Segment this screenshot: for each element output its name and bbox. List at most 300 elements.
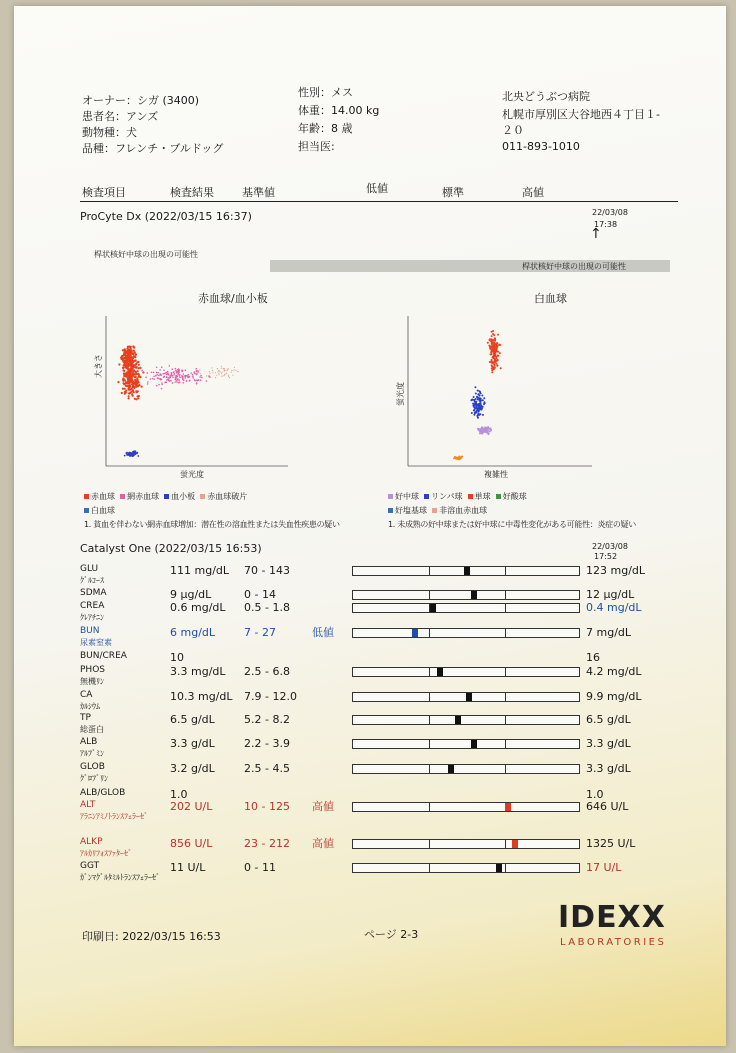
scatter-point xyxy=(473,406,475,408)
test-result: 3.2 g/dL xyxy=(170,762,215,775)
sex: 性別：メス xyxy=(298,86,353,99)
scatter-point xyxy=(477,413,479,415)
page-number: ページ 2-3 xyxy=(364,928,419,941)
scatter-point xyxy=(491,362,493,364)
scatter-point xyxy=(122,367,124,369)
test-subname: 無機ﾘﾝ xyxy=(80,677,104,686)
scatter-point xyxy=(131,378,133,380)
scatter-point xyxy=(492,351,494,353)
scatter-point xyxy=(492,366,494,368)
scatter-point xyxy=(124,373,126,375)
scatter-point xyxy=(177,379,179,381)
scatter-point xyxy=(492,341,494,343)
scatter-point xyxy=(175,375,177,377)
scatter-point xyxy=(493,349,495,351)
scatter-point xyxy=(475,393,477,395)
scatter-point xyxy=(196,382,198,384)
scatter-point xyxy=(228,368,229,369)
scatter-point xyxy=(196,373,198,375)
scatter-point xyxy=(155,375,157,377)
scatter-point xyxy=(494,362,496,364)
scatter-point xyxy=(481,428,483,430)
test-flag: 高値 xyxy=(312,800,334,813)
scatter-point xyxy=(206,380,208,382)
test-name: ALB/GLOB xyxy=(80,788,126,798)
scatter-point xyxy=(128,346,130,348)
test-result: 6.5 g/dL xyxy=(170,713,215,726)
scatter-point xyxy=(142,371,144,373)
scatter-point xyxy=(224,374,225,375)
scatter-point xyxy=(132,360,134,362)
scatter-point xyxy=(496,365,498,367)
scatter-point xyxy=(216,375,217,376)
scatter-point xyxy=(167,377,169,379)
scatter-point xyxy=(183,382,185,384)
scatter-point xyxy=(128,395,130,397)
scatter-point xyxy=(124,388,126,390)
scatter-point xyxy=(164,382,166,384)
scatter-point xyxy=(122,369,124,371)
scatter-point xyxy=(473,399,475,401)
result-marker xyxy=(471,740,477,748)
test-name: GLOB xyxy=(80,762,105,772)
scatter-point xyxy=(138,364,140,366)
test-reference-range: 70 - 143 xyxy=(244,564,290,577)
result-gauge xyxy=(352,667,580,677)
scatter-point xyxy=(117,381,119,383)
test-name: TP xyxy=(80,713,91,723)
test-result: 9 µg/dL xyxy=(170,588,212,601)
scatter-point xyxy=(134,452,136,454)
scatter-point xyxy=(497,355,499,357)
scatter-point xyxy=(161,388,163,390)
scatter-point xyxy=(127,368,129,370)
scatter-point xyxy=(128,397,130,399)
test-previous-result: 7 mg/dL xyxy=(586,626,632,639)
test-subname: ｸﾞﾙｺｰｽ xyxy=(80,576,104,585)
legend-unlysed: 非溶血赤血球 xyxy=(432,506,487,515)
scatter-point xyxy=(130,351,132,353)
scatter-point xyxy=(135,390,137,392)
scatter-point xyxy=(156,385,158,387)
scatter-point xyxy=(127,378,129,380)
scatter-point xyxy=(200,373,201,374)
test-previous-result: 17 U/L xyxy=(586,861,622,874)
scatter-point xyxy=(233,369,234,370)
test-previous-result: 0.4 mg/dL xyxy=(586,601,642,614)
scatter-point xyxy=(147,383,149,385)
test-name: ALB xyxy=(80,737,98,747)
scatter-point xyxy=(497,334,499,336)
test-result: 10.3 mg/dL xyxy=(170,690,233,703)
scatter-point xyxy=(134,383,136,385)
scatter-point xyxy=(158,384,160,386)
scatter-point xyxy=(159,369,161,371)
test-name: CA xyxy=(80,690,93,700)
scatter-point xyxy=(235,370,236,371)
test-previous-result: 4.2 mg/dL xyxy=(586,665,642,678)
wbc-footnote: 1. 未成熟の好中球または好中球に中毒性変化がある可能性：炎症の疑い xyxy=(388,520,636,529)
scatter-point xyxy=(209,373,210,374)
scatter-point xyxy=(122,378,124,380)
test-previous-result: 9.9 mg/dL xyxy=(586,690,642,703)
scatter-point xyxy=(493,354,495,356)
scatter-point xyxy=(158,375,160,377)
result-marker xyxy=(471,591,477,599)
scatter-point xyxy=(487,426,489,428)
scatter-point xyxy=(488,345,490,347)
scatter-point xyxy=(209,371,210,372)
scatter-point xyxy=(183,373,185,375)
scatter-point xyxy=(178,372,180,374)
scatter-point xyxy=(131,454,133,456)
scatter-point xyxy=(481,408,483,410)
scatter-point xyxy=(477,404,479,406)
scatter-point xyxy=(181,369,183,371)
test-result: 856 U/L xyxy=(170,837,213,850)
scatter-point xyxy=(172,375,174,377)
scatter-point xyxy=(219,371,220,372)
scatter-point xyxy=(170,380,172,382)
scatter-point xyxy=(176,371,178,373)
scatter-point xyxy=(192,375,194,377)
test-reference-range: 10 - 125 xyxy=(244,800,290,813)
scatter-point xyxy=(161,382,163,384)
scatter-point xyxy=(192,374,194,376)
scatter-point xyxy=(461,456,463,458)
result-marker xyxy=(512,840,518,848)
scatter-point xyxy=(474,402,476,404)
scatter-point xyxy=(201,377,203,379)
clinic-address-line2: ２０ xyxy=(502,124,524,137)
scatter-point xyxy=(200,379,202,381)
scatter-point xyxy=(489,361,491,363)
scatter-point xyxy=(138,367,140,369)
test-subname: ｸﾚｱﾁﾆﾝ xyxy=(80,613,104,622)
scatter-point xyxy=(153,376,155,378)
scatter-point xyxy=(492,339,494,341)
col-item: 検査項目 xyxy=(82,186,126,199)
scatter-point xyxy=(135,379,137,381)
scatter-point xyxy=(481,432,483,434)
scatter-point xyxy=(199,369,200,370)
scatter-point xyxy=(150,378,152,380)
scatter-point xyxy=(471,399,473,401)
scatter-point xyxy=(157,377,159,379)
scatter-point xyxy=(217,371,218,372)
scatter-point xyxy=(483,397,485,399)
scatter-point xyxy=(179,379,181,381)
rbc-legend-2 xyxy=(84,506,115,516)
test-reference-range: 7 - 27 xyxy=(244,626,276,639)
scatter-point xyxy=(212,367,213,368)
scatter-point xyxy=(189,376,191,378)
patient-name: 患者名：アンズ xyxy=(82,110,159,123)
scatter-point xyxy=(209,376,211,378)
scatter-point xyxy=(152,378,154,380)
scatter-point xyxy=(156,374,158,376)
test-reference-range: 5.2 - 8.2 xyxy=(244,713,290,726)
scatter-point xyxy=(184,375,186,377)
scatter-point xyxy=(178,382,180,384)
scatter-point xyxy=(175,381,177,383)
scatter-point xyxy=(500,367,502,369)
result-marker xyxy=(437,668,443,676)
species: 動物種：犬 xyxy=(82,126,137,139)
scatter-point xyxy=(126,452,128,454)
scatter-point xyxy=(182,376,184,378)
scatter-point xyxy=(494,364,496,366)
test-reference-range: 7.9 - 12.0 xyxy=(244,690,297,703)
scatter-point xyxy=(121,357,123,359)
scatter-point xyxy=(486,432,488,434)
scatter-point xyxy=(237,371,238,372)
scatter-point xyxy=(494,343,496,345)
scatter-point xyxy=(494,340,496,342)
test-reference-range: 0 - 14 xyxy=(244,588,276,601)
test-result: 3.3 mg/dL xyxy=(170,665,226,678)
weight: 体重：14.00 kg xyxy=(298,104,380,117)
procyte-prev-date: 22/03/08 xyxy=(592,208,628,217)
scatter-point xyxy=(118,363,120,365)
scatter-point xyxy=(169,365,171,367)
scatter-point xyxy=(217,368,218,369)
scatter-point xyxy=(179,375,181,377)
scatter-point xyxy=(147,372,149,374)
clinic-name: 北央どうぶつ病院 xyxy=(502,90,590,103)
result-gauge xyxy=(352,839,580,849)
scatter-point xyxy=(172,368,174,370)
breed: 品種：フレンチ・ブルドッグ xyxy=(82,142,224,155)
scatter-point xyxy=(153,372,155,374)
scatter-point xyxy=(199,376,201,378)
scatter-point xyxy=(480,392,482,394)
scatter-point xyxy=(137,397,139,399)
scatter-point xyxy=(482,399,484,401)
scatter-point xyxy=(491,364,493,366)
rbc-x-label: 蛍光度 xyxy=(180,470,204,479)
legend-wbc: 白血球 xyxy=(84,506,115,515)
scatter-point xyxy=(221,376,222,377)
scatter-point xyxy=(128,358,130,360)
test-reference-range: 2.5 - 4.5 xyxy=(244,762,290,775)
scatter-point xyxy=(491,371,493,373)
scatter-point xyxy=(132,389,134,391)
scatter-point xyxy=(126,355,128,357)
scatter-point xyxy=(478,408,480,410)
scatter-point xyxy=(459,457,461,459)
scatter-point xyxy=(496,360,498,362)
scatter-point xyxy=(134,371,136,373)
scatter-point xyxy=(483,430,485,432)
scatter-point xyxy=(127,365,129,367)
result-gauge xyxy=(352,739,580,749)
scatter-point xyxy=(183,379,185,381)
scatter-point xyxy=(228,376,229,377)
scatter-point xyxy=(168,374,170,376)
test-reference-range: 2.2 - 3.9 xyxy=(244,737,290,750)
scatter-point xyxy=(228,375,229,376)
scatter-point xyxy=(232,375,233,376)
scatter-point xyxy=(194,380,196,382)
owner-label: オーナー：シガ (3400) xyxy=(82,94,200,107)
scatter-point xyxy=(491,360,493,362)
result-gauge xyxy=(352,802,580,812)
scatter-point xyxy=(130,455,132,457)
scatter-point xyxy=(177,369,179,371)
scatter-point xyxy=(124,455,126,457)
scatter-point xyxy=(141,386,143,388)
clinic-address-line1: 札幌市厚別区大谷地西４丁目１- xyxy=(502,108,660,121)
scatter-point xyxy=(496,342,498,344)
header-divider xyxy=(80,201,678,202)
attending-vet: 担当医: xyxy=(298,140,335,153)
wbc-x-label: 複雑性 xyxy=(484,470,508,479)
scatter-point xyxy=(123,354,125,356)
result-gauge xyxy=(352,863,580,873)
scatter-point xyxy=(487,429,489,431)
test-name: BUN/CREA xyxy=(80,651,127,661)
scatter-point xyxy=(215,377,216,378)
test-reference-range: 2.5 - 6.8 xyxy=(244,665,290,678)
result-gauge xyxy=(352,764,580,774)
test-previous-result: 3.3 g/dL xyxy=(586,737,631,750)
test-result: 111 mg/dL xyxy=(170,564,230,577)
scatter-point xyxy=(229,377,230,378)
rbc-legend xyxy=(84,492,247,502)
test-previous-result: 16 xyxy=(586,651,600,664)
lab-report-sheet xyxy=(14,6,726,1046)
scatter-point xyxy=(195,368,197,370)
scatter-point xyxy=(494,368,496,370)
scatter-point xyxy=(477,417,479,419)
result-marker xyxy=(505,803,511,811)
scatter-point xyxy=(137,455,139,457)
test-result: 6 mg/dL xyxy=(170,626,216,639)
test-name: SDMA xyxy=(80,588,107,598)
col-low: 低値 xyxy=(366,182,388,195)
age: 年齢：8 歳 xyxy=(298,122,353,135)
result-gauge xyxy=(352,603,580,613)
scatter-point xyxy=(133,350,135,352)
col-ref: 基準値 xyxy=(242,186,275,199)
scatter-point xyxy=(227,370,228,371)
test-name: GGT xyxy=(80,861,100,871)
test-name: PHOS xyxy=(80,665,105,675)
scatter-point xyxy=(188,374,190,376)
scatter-point xyxy=(223,375,224,376)
scatter-point xyxy=(208,375,209,376)
test-result: 3.3 g/dL xyxy=(170,737,215,750)
scatter-point xyxy=(161,384,163,386)
scatter-point xyxy=(169,375,171,377)
test-previous-result: 3.3 g/dL xyxy=(586,762,631,775)
scatter-point xyxy=(218,373,219,374)
scatter-point xyxy=(484,402,486,404)
scatter-point xyxy=(219,374,220,375)
catalyst-title: Catalyst One (2022/03/15 16:53) xyxy=(80,542,262,555)
scatter-point xyxy=(128,349,130,351)
test-name: ALKP xyxy=(80,837,103,847)
test-result: 10 xyxy=(170,651,184,664)
scatter-point xyxy=(196,380,198,382)
scatter-point xyxy=(122,382,124,384)
scatter-point xyxy=(128,453,130,455)
rbc-scatter-plot xyxy=(92,312,292,472)
idexx-logo: IDEXX xyxy=(558,900,666,935)
scatter-point xyxy=(179,377,181,379)
scatter-point xyxy=(496,345,498,347)
scatter-point xyxy=(479,395,481,397)
scatter-point xyxy=(136,377,138,379)
scatter-point xyxy=(161,366,163,368)
test-name: ALT xyxy=(80,800,96,810)
test-flag: 低値 xyxy=(312,626,334,639)
scatter-point xyxy=(479,401,481,403)
test-subname: ｶﾞﾝﾏｸﾞﾙﾀﾐﾙﾄﾗﾝｽﾌｪﾗｰｾﾞ xyxy=(80,873,160,882)
test-subname: ｶﾙｼｳﾑ xyxy=(80,702,100,711)
test-name: GLU xyxy=(80,564,99,574)
legend-mono: 単球 xyxy=(468,492,491,501)
scatter-point xyxy=(489,338,491,340)
scatter-point xyxy=(137,385,139,387)
scatter-point xyxy=(166,379,168,381)
scatter-point xyxy=(200,375,202,377)
scatter-point xyxy=(123,364,125,366)
scatter-point xyxy=(121,392,123,394)
wbc-y-label: 蛍光度 xyxy=(396,382,405,406)
scatter-point xyxy=(492,333,494,335)
rbc-plot-title: 赤血球/血小板 xyxy=(198,292,268,305)
procyte-prev-time: 17:38 xyxy=(594,220,618,229)
scatter-point xyxy=(173,374,175,376)
scatter-point xyxy=(221,368,222,369)
scatter-point xyxy=(145,377,147,379)
scatter-point xyxy=(139,376,141,378)
scatter-point xyxy=(491,331,493,333)
scatter-point xyxy=(124,350,126,352)
scatter-point xyxy=(135,398,137,400)
scatter-point xyxy=(164,376,166,378)
scatter-point xyxy=(477,390,479,392)
legend-baso: 好塩基球 xyxy=(388,506,427,515)
wbc-legend-2 xyxy=(388,506,487,516)
legend-eos: 好酸球 xyxy=(496,492,527,501)
scatter-point xyxy=(494,358,496,360)
scatter-point xyxy=(137,395,139,397)
result-marker xyxy=(466,693,472,701)
test-subname: ｱﾗﾆﾝｱﾐﾉﾄﾗﾝｽﾌｪﾗｰｾﾞ xyxy=(80,812,148,821)
printed-date: 印刷日: 2022/03/15 16:53 xyxy=(82,930,221,943)
scatter-point xyxy=(151,372,153,374)
scatter-point xyxy=(136,366,138,368)
test-name: BUN xyxy=(80,626,100,636)
legend-plt: 血小板 xyxy=(164,492,195,501)
scatter-point xyxy=(136,361,138,363)
scatter-point xyxy=(168,379,170,381)
scatter-point xyxy=(223,368,224,369)
scatter-point xyxy=(147,381,149,383)
scatter-point xyxy=(474,412,476,414)
scatter-point xyxy=(481,395,483,397)
scatter-point xyxy=(215,372,216,373)
scatter-point xyxy=(473,410,475,412)
test-reference-range: 0 - 11 xyxy=(244,861,276,874)
scatter-point xyxy=(166,377,168,379)
test-subname: ｱﾙﾌﾞﾐﾝ xyxy=(80,749,104,758)
procyte-note-right: 桿状核好中球の出現の可能性 xyxy=(522,262,626,271)
result-gauge xyxy=(352,590,580,600)
